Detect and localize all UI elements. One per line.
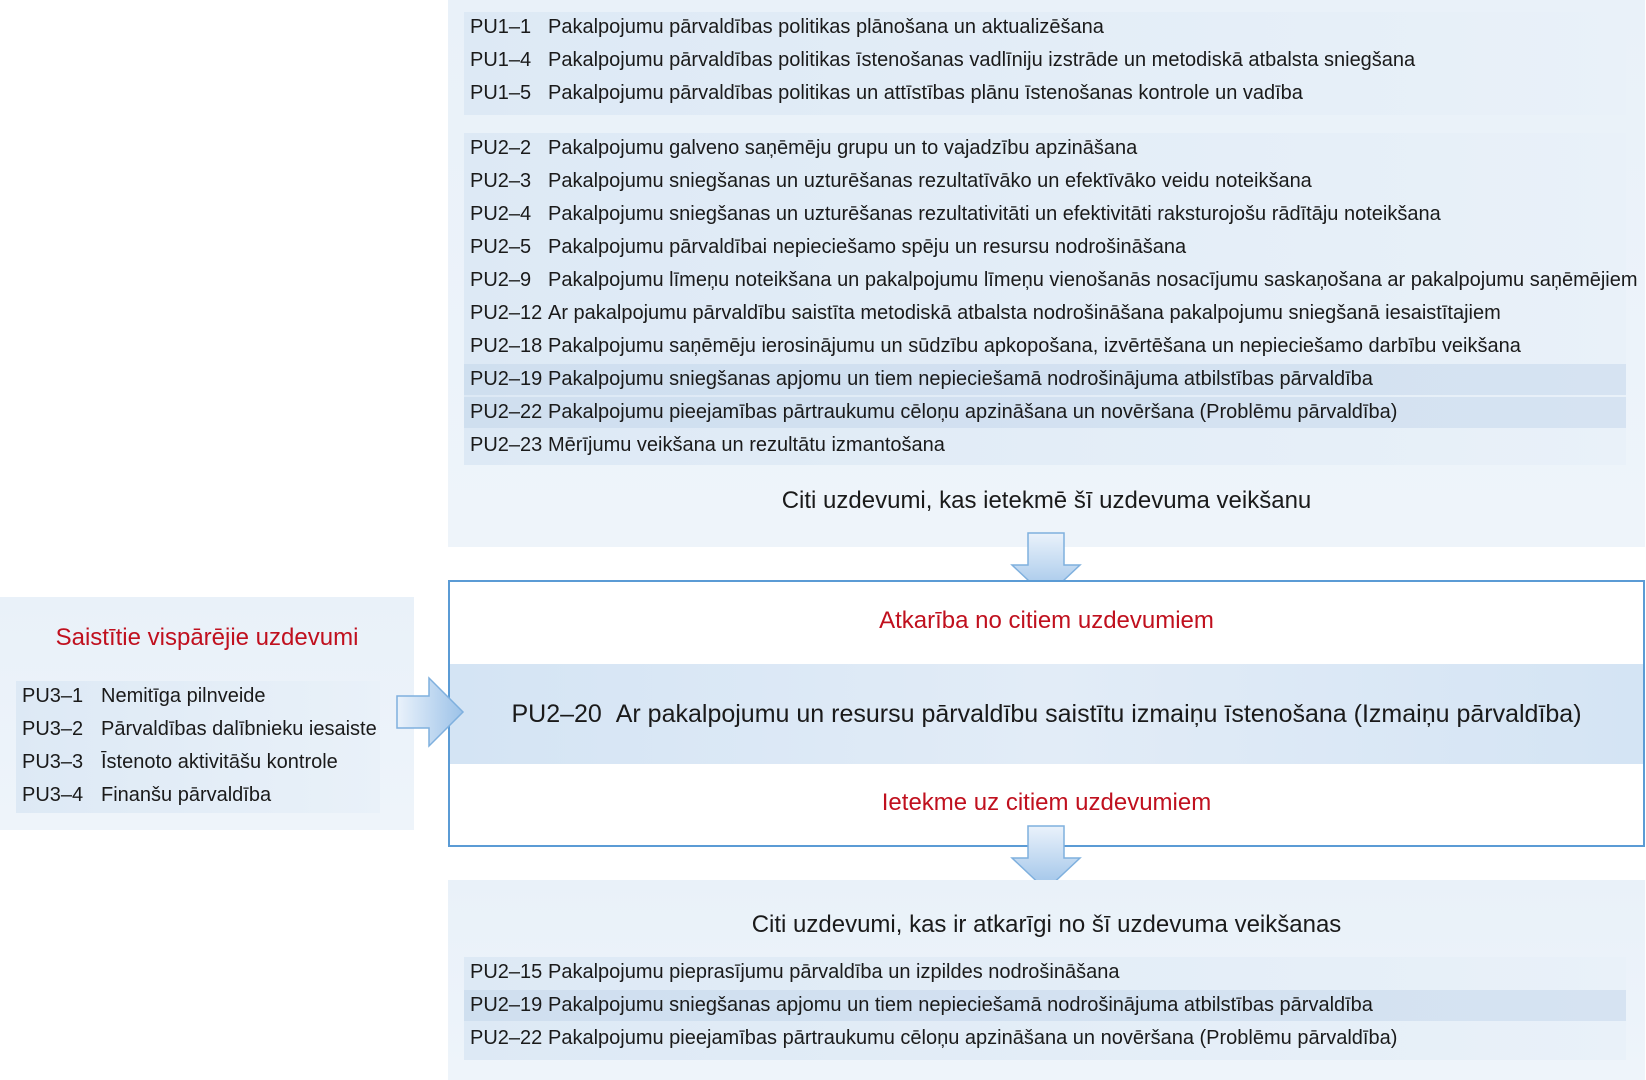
task-code: PU3–2 bbox=[22, 718, 84, 740]
task-text: Pakalpojumu sniegšanas un uzturēšanas rezultatīvāko un efektīvāko veidu noteikšana bbox=[548, 170, 1312, 192]
task-text: Pakalpojumu sniegšanas apjomu un tiem nepieciešamā nodrošinājuma atbilstības pārvaldība bbox=[548, 994, 1373, 1016]
task-row bbox=[464, 990, 1626, 1021]
pu1-task-group bbox=[464, 12, 1626, 115]
task-text: Pakalpojumu līmeņu noteikšana un pakalpojumu līmeņu vienošanās nosacījumu saskaņošana ar pakalpojumu saņēmējiem bbox=[548, 269, 1638, 291]
task-code: PU2–22 bbox=[470, 1027, 543, 1049]
task-text: Pakalpojumu sniegšanas apjomu un tiem nepieciešamā nodrošinājuma atbilstības pārvaldība bbox=[548, 368, 1373, 390]
task-code: PU3–1 bbox=[22, 685, 84, 707]
focus-task-box bbox=[448, 580, 1645, 847]
task-text: Nemitīga pilnveide bbox=[101, 685, 266, 707]
task-row bbox=[464, 298, 1626, 329]
task-code: PU2–4 bbox=[470, 203, 532, 225]
task-row bbox=[464, 430, 1626, 461]
task-code: PU1–4 bbox=[470, 49, 532, 71]
task-text: Pakalpojumu saņēmēju ierosinājumu un sūdzību apkopošana, izvērtēšana un nepieciešamo darbību veikšana bbox=[548, 335, 1521, 357]
task-row bbox=[16, 780, 380, 811]
task-row bbox=[464, 78, 1626, 109]
task-row bbox=[464, 166, 1626, 197]
task-code: PU1–1 bbox=[470, 16, 532, 38]
task-code: PU2–22 bbox=[470, 401, 543, 423]
task-text: Pakalpojumu pieejamības pārtraukumu cēloņu apzināšana un novēršana (Problēmu pārvaldība) bbox=[548, 1027, 1398, 1049]
task-code: PU2–5 bbox=[470, 236, 532, 258]
task-code: PU3–4 bbox=[22, 784, 84, 806]
pu3-task-group bbox=[16, 681, 380, 813]
task-code: PU3–3 bbox=[22, 751, 84, 773]
task-row bbox=[16, 747, 380, 778]
task-text: Pakalpojumu pārvaldībai nepieciešamo spēju un resursu nodrošināšana bbox=[548, 236, 1187, 258]
task-text: Pakalpojumu pārvaldības politikas īstenošanas vadlīniju izstrāde un metodiskā atbalsta sniegšana bbox=[548, 49, 1416, 71]
dependent-task-group bbox=[464, 957, 1626, 1060]
dependency-label: Atkarība no citiem uzdevumiem bbox=[879, 607, 1214, 634]
task-row bbox=[464, 133, 1626, 164]
task-row bbox=[464, 232, 1626, 263]
task-code: PU2–9 bbox=[470, 269, 532, 291]
task-text: Īstenoto aktivitāšu kontrole bbox=[101, 751, 338, 773]
task-row bbox=[464, 331, 1626, 362]
task-row bbox=[464, 364, 1626, 395]
task-text: Pakalpojumu pārvaldības politikas plānošana un aktualizēšana bbox=[548, 16, 1104, 38]
task-text: Finanšu pārvaldība bbox=[101, 784, 272, 806]
task-code: PU2–15 bbox=[470, 961, 543, 983]
impact-label: Ietekme uz citiem uzdevumiem bbox=[881, 789, 1212, 816]
focus-task bbox=[450, 664, 1643, 764]
task-text: Ar pakalpojumu pārvaldību saistīta metodiskā atbalsta nodrošināšana pakalpojumu sniegšanā iesaistītajiem bbox=[548, 302, 1501, 324]
task-code: PU2–12 bbox=[470, 302, 543, 324]
task-row bbox=[464, 397, 1626, 428]
task-code: PU1–5 bbox=[470, 82, 532, 104]
task-row bbox=[464, 12, 1626, 43]
task-text: Pakalpojumu pieprasījumu pārvaldība un izpildes nodrošināšana bbox=[548, 961, 1120, 983]
general-tasks-title: Saistītie vispārējie uzdevumi bbox=[55, 624, 359, 651]
task-code: PU2–19 bbox=[470, 368, 543, 390]
task-row bbox=[464, 957, 1626, 988]
task-text: Pakalpojumu pārvaldības politikas un attīstības plānu īstenošanas kontrole un vadība bbox=[548, 82, 1303, 104]
task-text: Pakalpojumu sniegšanas un uzturēšanas rezultativitāti un efektivitāti raksturojošu rādītāju noteikšana bbox=[548, 203, 1441, 225]
right-arrow-icon bbox=[395, 676, 465, 748]
task-code: PU2–23 bbox=[470, 434, 543, 456]
task-row bbox=[464, 199, 1626, 230]
task-text: Pakalpojumu pieejamības pārtraukumu cēloņu apzināšana un novēršana (Problēmu pārvaldība) bbox=[548, 401, 1398, 423]
focus-task-code: PU2–20 bbox=[511, 700, 602, 728]
focus-task-band bbox=[450, 664, 1643, 764]
dependent-tasks-caption: Citi uzdevumi, kas ir atkarīgi no šī uzdevuma veikšanas bbox=[751, 911, 1342, 938]
task-row bbox=[16, 681, 380, 712]
focus-task-text: Ar pakalpojumu un resursu pārvaldību saistītu izmaiņu īstenošana (Izmaiņu pārvaldība) bbox=[615, 700, 1582, 728]
task-row bbox=[464, 265, 1638, 296]
task-text: Mērījumu veikšana un rezultātu izmantošana bbox=[548, 434, 945, 456]
task-text: Pārvaldības dalībnieku iesaiste bbox=[101, 718, 377, 740]
task-code: PU2–18 bbox=[470, 335, 543, 357]
task-code: PU2–19 bbox=[470, 994, 543, 1016]
influencing-tasks-caption: Citi uzdevumi, kas ietekmē šī uzdevuma veikšanu bbox=[781, 487, 1312, 514]
task-code: PU2–2 bbox=[470, 137, 532, 159]
task-row bbox=[464, 45, 1626, 76]
task-code: PU2–3 bbox=[470, 170, 532, 192]
pu2-task-group bbox=[464, 133, 1638, 465]
task-text: Pakalpojumu galveno saņēmēju grupu un to vajadzību apzināšana bbox=[548, 137, 1138, 159]
task-row bbox=[464, 1023, 1626, 1054]
task-row bbox=[16, 714, 380, 745]
